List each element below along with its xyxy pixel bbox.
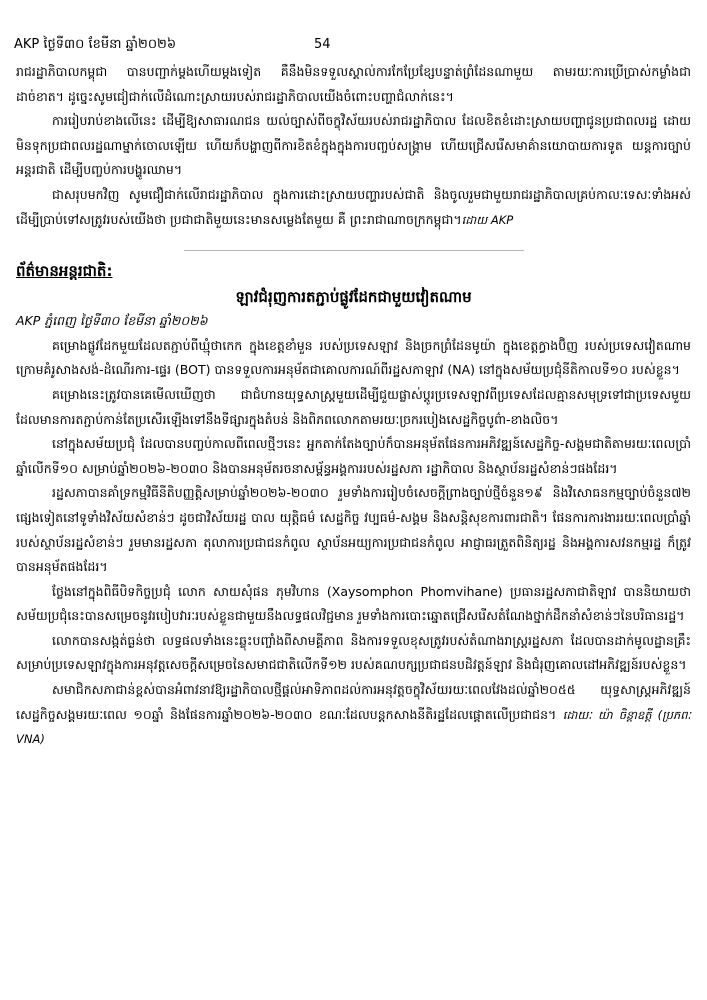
article-paragraph-1: គម្រោងផ្លូវដែកមួយដែលតភ្ជាប់ពីឃ្មុំថាកេក ក្នុងខេត្តខាំមួន របស់ប្រទេសឡាវ និងច្រកព្រំដែនមូយ៉ា ក្នុងខេត្តក្វាងប៊ិញ របស់ប្រទេសវៀតណាម ក្រោមគំរូសាងសង់-ដំណើរការ-ផ្ទេរ (BOT) បានទទួលការអនុម័តជាគោលការណ៍ពីរដ្ឋសភាឡាវ (NA) នៅក្នុងសម័យប្រជុំនីតិកាលទី១០ របស់ខ្លួន។	[16, 337, 691, 378]
section-title: ព័ត៌មានអន្តរជាតិ:	[16, 262, 113, 281]
article-paragraph-4: រដ្ឋសភាបានគាំទ្រកម្មវិធីនីតិបញ្ញត្តិសម្រាប់ឆ្នាំ២០២៦-២០៣០ រួមទាំងការរៀបចំសេចក្តីព្រាងច្បាប់ថ្មីចំនួន១៩ និងវិសោធនកម្មច្បាប់ចំនួន៧២ ផ្សេងទៀតនៅទូទាំងវិស័យសំខាន់ៗ ដូចជាវិស័យរដ្ឋ បាល យុត្តិធម៌ សេដ្ឋកិច្ច វប្បធម៌-សង្គម និងសន្តិសុខការពារជាតិ។ ផែនការការងាររយៈពេលប្រាំឆ្នាំរបស់ស្ថាប័នរដ្ឋសំខាន់ៗ រួមមានរដ្ឋសភា តុលាការប្រជាជនកំពូល ស្ថាប័នអយ្យការប្រជាជនកំពូល អាជ្ញាធរត្រួតពិនិត្យរដ្ឋ និងអង្គការសវនកម្មរដ្ឋ ក៏ត្រូវបានអនុម័តផងដែរ។	[16, 485, 691, 575]
article-credit: ដោយៈ យ៉ា ចិន្តាឧត្តី (ប្រភពៈ VNA)	[16, 707, 692, 747]
intro-credit: ដោយ AKP	[461, 212, 514, 227]
intro-paragraph-2: ការរៀបរាប់ខាងលើនេះ ដើម្បីឱ្យសាធារណជន យល់ច្បាស់ពីចក្ខុវិស័យរបស់រាជរដ្ឋាភិបាល ដែលខិតខំដោះស្រាយបញ្ហាជូនប្រជាពលរដ្ឋ ដោយមិនទុកប្រជាពលរដ្ឋណាម្នាក់ចោលឡើយ ហើយក៏បង្ហាញពីការខិតខំក្នុងក្នុងការបញ្ចប់សង្គ្រាម ហើយជ្រើសរើសមាគ៌ានយោបាយការទូត យន្តការច្បាប់អន្តរជាតិ ដើម្បីបញ្ចប់ការបង្ហូរឈាម។	[16, 113, 691, 178]
intro-paragraph-1: រាជរដ្ឋាភិបាលកម្ពុជា បានបញ្ជាក់ម្តងហើយម្តងទៀត គឺនឹងមិនទទួលស្គាល់ការកែប្រែខ្សែបន្ទាត់ព្រំដែនណាមួយ តាមរយៈការប្រើប្រាស់កម្លាំងជាដាច់ខាត។ ដូច្នេះសូមជៀជាក់លើដំណោះស្រាយរបស់រាជរដ្ឋាភិបាលយើងចំពោះបញ្ហាជំលាក់នេះ។	[16, 64, 691, 104]
page-content	[16, 60, 691, 752]
intro-paragraph-3-text: ជាសរុបមកវិញ សូមជឿជាក់លើរាជរដ្ឋាភិបាល ក្នុងការដោះស្រាយបញ្ហារបស់ជាតិ និងចូលរួមជាមួយរាជរដ្ឋាភិបាលគ្រប់កាលៈទេសៈទាំងអស់ ដើម្បីប្រាប់ទៅសត្រូវរបស់យើងថា ប្រជាជាតិមួយនេះមានសម្លេងតែមួយ គឺ ព្រះរាជាណាចក្រកម្ពុជា។	[16, 186, 691, 227]
article-paragraph-7	[16, 678, 691, 752]
article-paragraph-5: ថ្លែងនៅក្នុងពិធីបិទកិច្ចប្រជុំ លោក សាយសុំផន ភុមវិហាន (Xaysomphon Phomvihane) ប្រធានរដ្ឋសភាជាតិឡាវ បាននិយាយថា សម័យប្រជុំនេះបានសម្រេចនូវរបៀបវារៈរបស់ខ្លួនជាមួយនឹងលទ្ធផលវិជ្ជមាន រួមទាំងការបោះឆ្នោតជ្រើសរើសតំណែងថ្នាក់ដឹកនាំសំខាន់ៗនៃបរិធានរដ្ឋ។	[16, 583, 691, 624]
article-title: ឡាវជំរុញការតភ្ជាប់ផ្លូវដែកជាមួយវៀតណាម	[235, 288, 472, 307]
article-paragraph-2: គម្រោងនេះត្រូវបានគេមើលឃើញថា ជាជំហានយុទ្ធសាស្ត្រមួយដើម្បីជួយផ្លាស់ប្តូរប្រទេសឡាវពីប្រទេសដែលគ្មានសមុទ្រទៅជាប្រទេសមួយដែលមានការតភ្ជាប់កាន់តែប្រសើរឡើងទៅនឹងទីផ្សារក្នុងតំបន់ និងពិភពលោកតាមរយៈច្រករបៀងសេដ្ឋកិច្ចបូព៌ា-ខាងលិច។	[16, 386, 691, 427]
page-number: 54	[314, 37, 331, 52]
article-byline: AKP ភ្នំពេញ ថ្ងៃទី៣០ ខែមីនា ឆ្នាំ២០២៦	[16, 313, 208, 329]
article-paragraph-6: លោកបានសង្កត់ធ្ងន់ថា លទ្ធផលទាំងនេះឆ្លុះបញ្ចាំងពីសាមគ្គីភាព និងការទទួលខុសត្រូវរបស់តំណាងរាស្ត្ររដ្ឋសភា ដែលបានដាក់មូលដ្ឋានគ្រឹះសម្រាប់ប្រទេសឡាវក្នុងការអនុវត្តសេចក្តីសម្រេចនៃសមាជជាតិលើកទី១២ របស់គណបក្សប្រជាជនបដិវត្តន៍ឡាវ និងជំរុញគោលដៅអភិវឌ្ឍន៍របស់ខ្លួន។	[16, 632, 691, 673]
article-paragraph-3: នៅក្នុងសម័យប្រជុំ ដែលបានបញ្ចប់កាលពីពេលថ្មីៗនេះ អ្នកតាក់តែងច្បាប់ក៏បានអនុម័តផែនការអភិវឌ្ឍន៍សេដ្ឋកិច្ច-សង្គមជាតិតាមរយៈពេលប្រាំឆ្នាំលើកទី១០ សម្រាប់ឆ្នាំ២០២៦-២០៣០ និងបានអនុម័តរចនាសម្ព័ន្ធអង្គការរបស់រដ្ឋសភា រដ្ឋាភិបាល និងស្ថាប័នរដ្ឋសំខាន់ៗផងដែរ។	[16, 436, 691, 476]
section-divider	[184, 250, 524, 251]
page-header	[14, 36, 693, 54]
header-date: AKP ថ្ងៃទី៣០ ខែមីនា ឆ្នាំ២០២៦	[14, 37, 177, 52]
article-paragraph-7-text: សមាជិកសភាជាន់ខ្ពស់បានអំពាវនាវឱ្យរដ្ឋាភិបាលថ្មីផ្តល់អាទិភាពដល់ការអនុវត្តចក្ខុវិស័យរយៈពេលវែងដល់ឆ្នាំ២០៥៥ យុទ្ធសាស្ត្រអភិវឌ្ឍន៍សេដ្ឋកិច្ចសង្គមរយៈពេល ១០ឆ្នាំ និងផែនការឆ្នាំ២០២៦-២០៣០ ខណៈដែលបន្តកសាងនីតិរដ្ឋដែលផ្តោតលើប្រជាជន។	[16, 682, 691, 722]
intro-paragraph-3	[16, 183, 691, 232]
